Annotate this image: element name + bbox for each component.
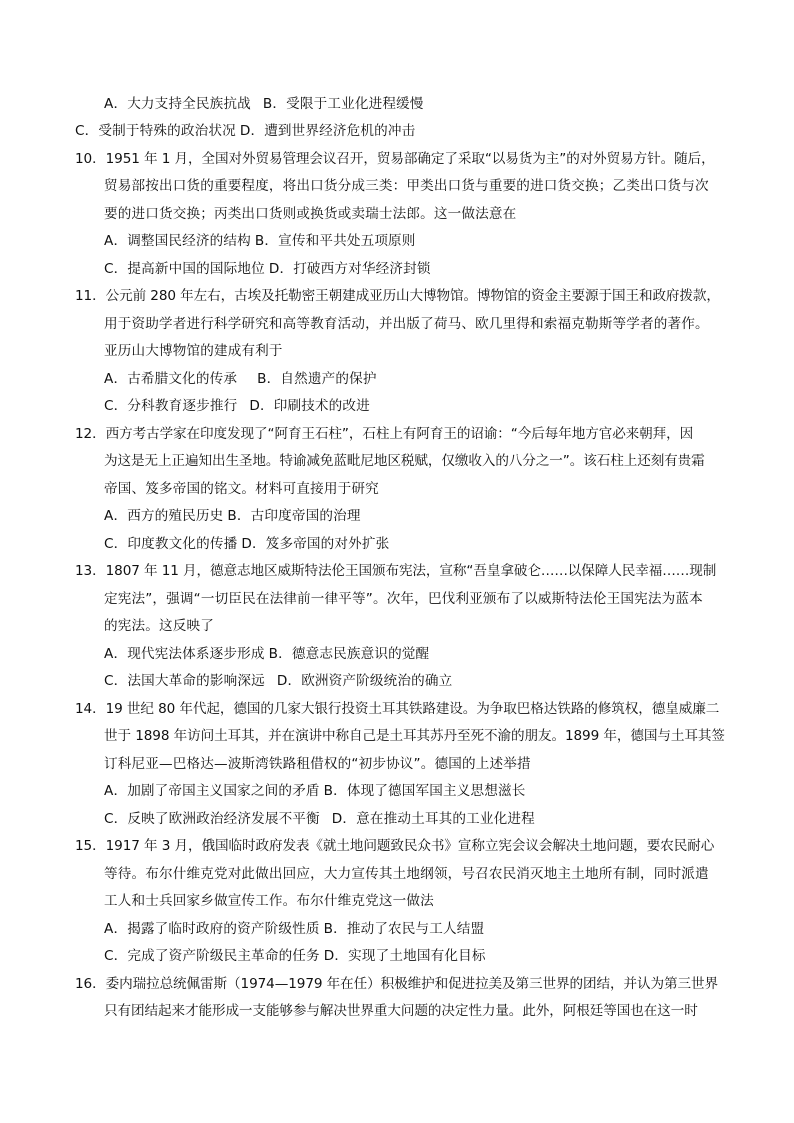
- q13-stem-line-3: 的宪法。这反映了: [104, 618, 214, 634]
- q9-option-c: C．受制于特殊的政治状况: [75, 123, 236, 139]
- q14-stem-line-2: 世于 1898 年访问土耳其，并在演讲中称自己是土耳其苏丹至死不渝的朋友。1899 年，德国与土耳其签: [104, 728, 725, 744]
- q16-stem-line-2: 只有团结起来才能形成一支能够参与解决世界重大问题的决定性力量。此外，阿根廷等国也在这一时: [104, 1003, 698, 1019]
- q14-option-d: D．意在推动土耳其的工业化进程: [331, 811, 535, 827]
- q13-stem-line-2: 定宪法”，强调“一切臣民在法律前一律平等”。次年，巴伐利亚颁布了以威斯特法伦王国宪法为蓝本: [104, 591, 703, 607]
- q9-option-b: B．受限于工业化进程缓慢: [262, 96, 424, 112]
- q13-options-ab: [104, 644, 429, 664]
- q11-option-a: A．古希腊文化的传承: [104, 371, 238, 387]
- q16-stem-line-1: 16．委内瑞拉总统佩雷斯（1974—1979 年在任）积极维护和促进拉美及第三世界的团结，并认为第三世界: [75, 976, 718, 992]
- q10-option-c: C．提高新中国的国际地位: [104, 261, 265, 277]
- q11-option-b: B．自然遗产的保护: [257, 371, 377, 387]
- q9-options-ab: [104, 94, 424, 114]
- q12-options-ab: [104, 506, 361, 526]
- q14-stem-line-1: 14．19 世纪 80 年代起，德国的几家大银行投资土耳其铁路建设。为争取巴格达铁路的修筑权，德皇威廉二: [75, 701, 720, 717]
- q11-stem-line-3: 亚历山大博物馆的建成有利于: [104, 343, 283, 359]
- q13-stem-line-1: 13．1807 年 11 月，德意志地区威斯特法伦王国颁布宪法，宣称“吾皇拿破仑……以保障人民幸福……现制: [75, 563, 717, 579]
- q11-stem-line-2: 用于资助学者进行科学研究和高等教育活动，并出版了荷马、欧几里得和索福克勒斯等学者的著作。: [104, 316, 709, 332]
- q15-option-b: B．推动了农民与工人结盟: [323, 921, 485, 937]
- q14-option-a: A．加剧了帝国主义国家之间的矛盾: [104, 783, 320, 799]
- q12-stem-line-3: 帝国、笈多帝国的铭文。材料可直接用于研究: [104, 481, 379, 497]
- q10-option-b: B．宣传和平共处五项原则: [254, 233, 416, 249]
- q12-stem-line-2: 为这是无上正遍知出生圣地。特谕减免蓝毗尼地区税赋，仅缴收入的八分之一”。该石柱上还刻有贵霜: [104, 453, 705, 469]
- q15-stem-line-3: 工人和士兵回家乡做宣传工作。布尔什维克党这一做法: [104, 893, 434, 909]
- q12-options-cd: [104, 534, 389, 554]
- q11-option-c: C．分科教育逐步推行: [104, 398, 238, 414]
- q9-options-cd: [75, 121, 415, 141]
- q13-option-a: A．现代宪法体系逐步形成: [104, 646, 265, 662]
- q15-options-cd: [104, 946, 486, 966]
- q13-option-d: D．欧洲资产阶级统治的确立: [276, 673, 453, 689]
- q15-options-ab: [104, 919, 484, 939]
- q12-option-a: A．西方的殖民历史: [104, 508, 224, 524]
- q10-option-a: A．调整国民经济的结构: [104, 233, 251, 249]
- q14-options-cd: [104, 809, 535, 829]
- q11-stem-line-1: 11．公元前 280 年左右，古埃及托勒密王朝建成亚历山大博物馆。博物馆的资金主要源于国王和政府拨款，: [75, 288, 720, 304]
- q14-option-c: C．反映了欧洲政治经济发展不平衡: [104, 811, 320, 827]
- q12-stem-line-1: 12．西方考古学家在印度发现了“阿育王石柱”，石柱上有阿育王的诏谕：“今后每年地方官必来朝拜，因: [75, 426, 694, 442]
- q12-option-b: B．古印度帝国的治理: [227, 508, 361, 524]
- q15-option-a: A．揭露了临时政府的资产阶级性质: [104, 921, 320, 937]
- q11-options-ab: [104, 369, 377, 389]
- q15-stem-line-1: 15．1917 年 3 月，俄国临时政府发表《就土地问题致民众书》宣称立宪会议会解决土地问题，要农民耐心: [75, 838, 715, 854]
- q12-option-c: C．印度教文化的传播: [104, 536, 238, 552]
- q12-option-d: D．笈多帝国的对外扩张: [241, 536, 390, 552]
- q14-stem-line-3: 订科尼亚—巴格达—波斯湾铁路租借权的“初步协议”。德国的上述举措: [104, 756, 531, 772]
- q10-stem-line-1: 10．1951 年 1 月，全国对外贸易管理会议召开，贸易部确定了采取“以易货为主”的对外贸易方针。随后，: [75, 151, 715, 167]
- q11-options-cd: [104, 396, 370, 416]
- q11-option-d: D．印刷技术的改进: [249, 398, 370, 414]
- q13-options-cd: [104, 671, 452, 691]
- q13-option-c: C．法国大革命的影响深远: [104, 673, 265, 689]
- q9-option-d: D．遭到世界经济危机的冲击: [239, 123, 416, 139]
- q10-stem-line-2: 贸易部按出口货的重要程度，将出口货分成三类：甲类出口货与重要的进口货交换；乙类出口货与次: [104, 178, 709, 194]
- q15-option-c: C．完成了资产阶级民主革命的任务: [104, 948, 320, 964]
- q9-option-a: A．大力支持全民族抗战: [104, 96, 251, 112]
- q15-stem-line-2: 等待。布尔什维克党对此做出回应，大力宣传其土地纲领，号召农民消灭地主土地所有制，同时派遣: [104, 866, 709, 882]
- q14-option-b: B．体现了德国军国主义思想滋长: [323, 783, 526, 799]
- q10-options-cd: [104, 259, 431, 279]
- q13-option-b: B．德意志民族意识的觉醒: [268, 646, 430, 662]
- q15-option-d: D．实现了土地国有化目标: [323, 948, 486, 964]
- q10-options-ab: [104, 231, 416, 251]
- q14-options-ab: [104, 781, 526, 801]
- q10-stem-line-3: 要的进口货交换；丙类出口货则或换货或卖瑞士法郎。这一做法意在: [104, 206, 517, 222]
- q10-option-d: D．打破西方对华经济封锁: [268, 261, 431, 277]
